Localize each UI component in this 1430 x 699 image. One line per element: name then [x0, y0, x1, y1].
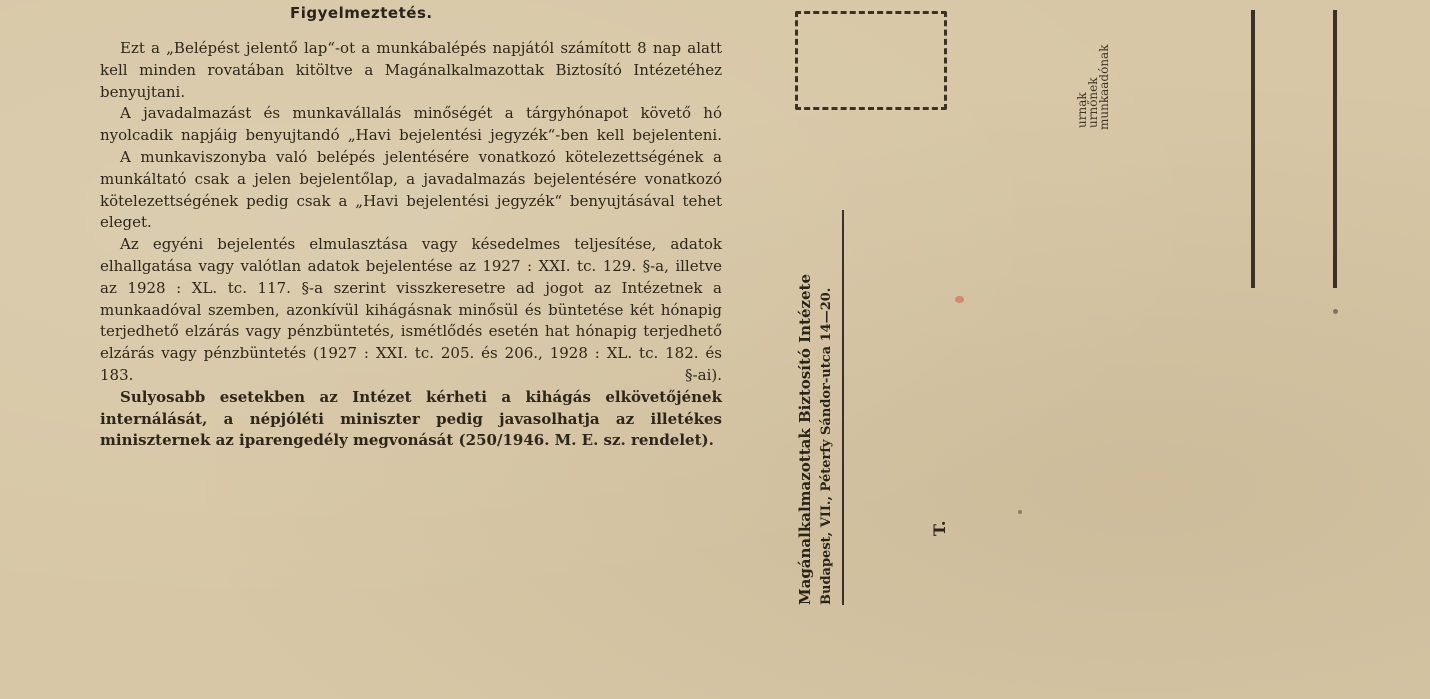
- addressee-label-urnonek: urnőnek: [1086, 77, 1100, 128]
- sender-address: Budapest, VII., Péterfy Sándor-utca 14—20.: [819, 287, 834, 605]
- warning-heading: Figyelmeztetés.: [290, 4, 433, 22]
- paragraph-2: A javadalmazást és munkavállalás minőségét a tárgyhónapot követő hó nyolcadik napjáig benyujtandó „Havi bejelentési jegyzék“-ben kell bejelenteni.: [100, 104, 722, 145]
- paper-stain: [955, 296, 964, 303]
- place-letter: T.: [930, 520, 949, 536]
- address-line-2: [1333, 10, 1337, 288]
- addressee-label-urnak: urnak: [1075, 92, 1089, 128]
- sender-name: Magánalkalmazottak Biztosító Intézete: [796, 273, 814, 605]
- paragraph-5: Sulyosabb esetekben az Intézet kérheti a kihágás elkövetőjének internálását, a népjóléti miniszter pedig javasolhatja az illetékes miniszternek az iparengedély megvonását (250/1946. M. E. sz. rendelet).: [100, 387, 722, 450]
- warning-text: [100, 38, 722, 452]
- paragraph-3: A munkaviszonyba való belépés jelentésére vonatkozó kötelezettségének a munkáltató csak a jelen bejelentőlap, a javadalmazás bejelentésére vonatkozó kötelezettségének pedig csak a „Havi bejelentési jegyzék“ benyujtásával tehet eleget.: [100, 147, 722, 232]
- paragraph-4: Az egyéni bejelentés elmulasztása vagy késedelmes teljesítése, adatok elhallgatása vagy valótlan adatok bejelentése az 1927 : XXI. tc. 129. §-a, illetve az 1928 : XL. tc. 117. §-a szerint visszkeresetre ad jogot az Intézetnek a munkaadóval szemben, azonkívül kihágásnak minősül és büntetése két hónapig terjedhető elzárás vagy pénzbüntetés, ismétlődés esetén hat hónapig terjedhető elzárás vagy pénzbüntetés (1927 : XXI. tc. 205. és 206., 1928 : XL. tc. 182. és 183. §-ai).: [100, 235, 722, 384]
- address-line-1: [1251, 10, 1255, 288]
- stamp-box: [795, 11, 947, 110]
- paragraph-1: Ezt a „Belépést jelentő lap“-ot a munkábalépés napjától számított 8 nap alatt kell minden rovatában kitöltve a Magánalkalmazottak Biztosító Intézetéhez benyujtani.: [100, 39, 722, 101]
- addressee-label-munkaadonak: munkaadónak: [1097, 44, 1111, 130]
- paper-speck: [1333, 309, 1338, 314]
- sender-rule: [842, 210, 844, 605]
- paper-speck: [1018, 510, 1022, 514]
